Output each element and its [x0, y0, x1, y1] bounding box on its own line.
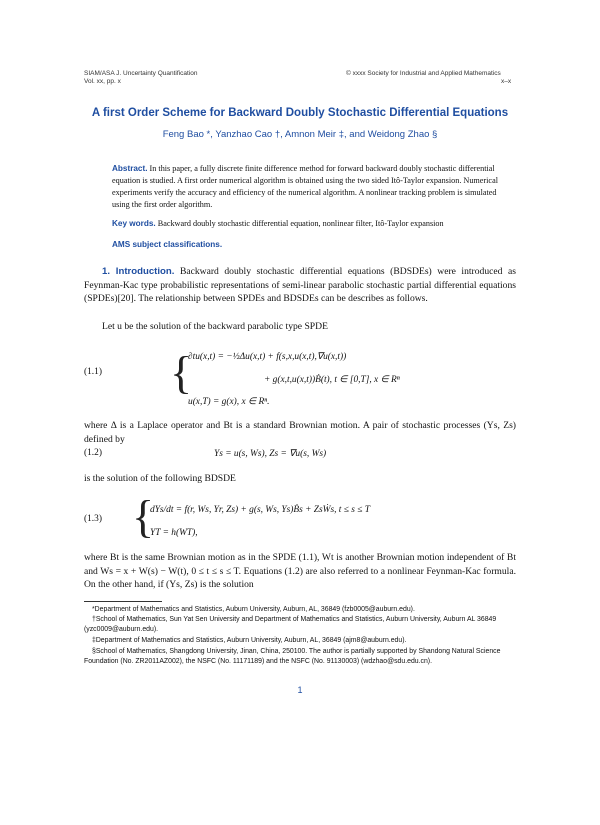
- equation-1-1-line-2: + g(x,t,u(x,t))Ḃ(t), t ∈ [0,T], x ∈ Rⁿ: [264, 375, 400, 385]
- left-brace-icon: {: [132, 491, 155, 542]
- keywords-label: Key words.: [112, 219, 156, 228]
- intro-paragraph-4: is the solution of the following BDSDE: [84, 473, 236, 484]
- author-list: Feng Bao *, Yanzhao Cao †, Amnon Meir ‡, and Weidong Zhao §: [162, 129, 438, 140]
- footnote-divider: [84, 601, 162, 602]
- intro-paragraph-2: Let u be the solution of the backward parabolic type SPDE: [102, 321, 328, 332]
- intro-paragraph-3: where Δ is a Laplace operator and Bt is a standard Brownian motion. A pair of stochastic processes (Ys, Zs) defined by: [84, 420, 516, 445]
- abstract-label: Abstract.: [112, 164, 148, 173]
- journal-volume: Vol. xx, pp. x: [84, 78, 121, 85]
- abstract: [112, 163, 502, 211]
- page-number: 1: [297, 685, 303, 695]
- intro-paragraph-1: [84, 265, 516, 306]
- equation-1-2: Ys = u(s, Ws), Zs = ∇u(s, Ws): [214, 449, 327, 459]
- equation-1-2-label: (1.2): [84, 448, 102, 458]
- left-brace-icon: {: [170, 347, 193, 398]
- keywords-text: Backward doubly stochastic differential equation, nonlinear filter, Itô-Taylor expansion: [157, 219, 444, 228]
- abstract-text: In this paper, a fully discrete finite difference method for forward backward doubly stochastic differential equation is studied. A first order numerical algorithm is obtained using the two sided Itô-Taylor expansion. Numerical experiments verify the accuracy and efficiency of the numerical algorithm. A nonlinear tracking problem is simulated using the first order algorithm.: [112, 164, 498, 209]
- page-range: x–x: [501, 78, 512, 85]
- copyright-notice: © xxxx Society for Industrial and Applied Mathematics: [346, 70, 501, 77]
- paper-title: A first Order Scheme for Backward Doubly Stochastic Differential Equations: [91, 107, 509, 119]
- equation-1-3-line-1: dYs/dt = f(r, Ws, Yr, Zs) + g(s, Ws, Ys)Ḃs + ZsẆs, t ≤ s ≤ T: [150, 505, 370, 515]
- footnote-4: §School of Mathematics, Shangdong University, Jinan, China, 250100. The author is partially supported by Shandong Natural Science Foundation (No. ZR2011AZ002), the NSFC (No. 11171189) and the NSFC (No. 91130003) (wdzhao@sdu.edu.cn).: [84, 648, 501, 665]
- keywords: [112, 218, 512, 230]
- journal-name: SIAM/ASA J. Uncertainty Quantification: [84, 70, 198, 77]
- footnote-2: †School of Mathematics, Sun Yat Sen University and Department of Mathematics and Statistics, Auburn University, Auburn AL 36849 (yzc0009@auburn.edu).: [84, 616, 497, 633]
- equation-1-1-line-3: u(x,T) = g(x), x ∈ Rⁿ.: [188, 397, 270, 407]
- equation-1-1-line-1: ∂tu(x,t) = −½Δu(x,t) + f(s,x,u(x,t),∇u(x,t)): [188, 352, 347, 362]
- ams-classifications-label: AMS subject classifications.: [112, 240, 223, 249]
- equation-1-3-label: (1.3): [84, 514, 102, 524]
- intro-paragraph-5: where Bt is the same Brownian motion as in the SPDE (1.1), Wt is another Brownian motion independent of Bt and Ws = x + W(s) − W(t), 0 ≤ t ≤ s ≤ T. Equations (1.2) are also referred to a nonlinear Feynman-Kac formula. On the other hand, if (Ys, Zs) is the solution: [84, 552, 516, 591]
- footnote-1: *Department of Mathematics and Statistics, Auburn University, Auburn, AL, 36849 (fzb0005@auburn.edu).: [92, 606, 415, 613]
- footnote-3: ‡Department of Mathematics and Statistics, Auburn University, Auburn, AL, 36849 (ajm8@auburn.edu).: [92, 637, 407, 644]
- equation-1-1-label: (1.1): [84, 367, 102, 377]
- section-heading: 1. Introduction.: [102, 266, 175, 277]
- intro-paragraph-1-text: Backward doubly stochastic differential equations (BDSDEs) were introduced as Feynman-Kac type probabilistic representations of semi-linear parabolic stochastic partial differential equations (SPDEs)[20]. The relationship between SPDEs and BDSDEs can be describes as follows.: [84, 266, 516, 305]
- equation-1-3-line-2: YT = h(WT),: [150, 528, 198, 538]
